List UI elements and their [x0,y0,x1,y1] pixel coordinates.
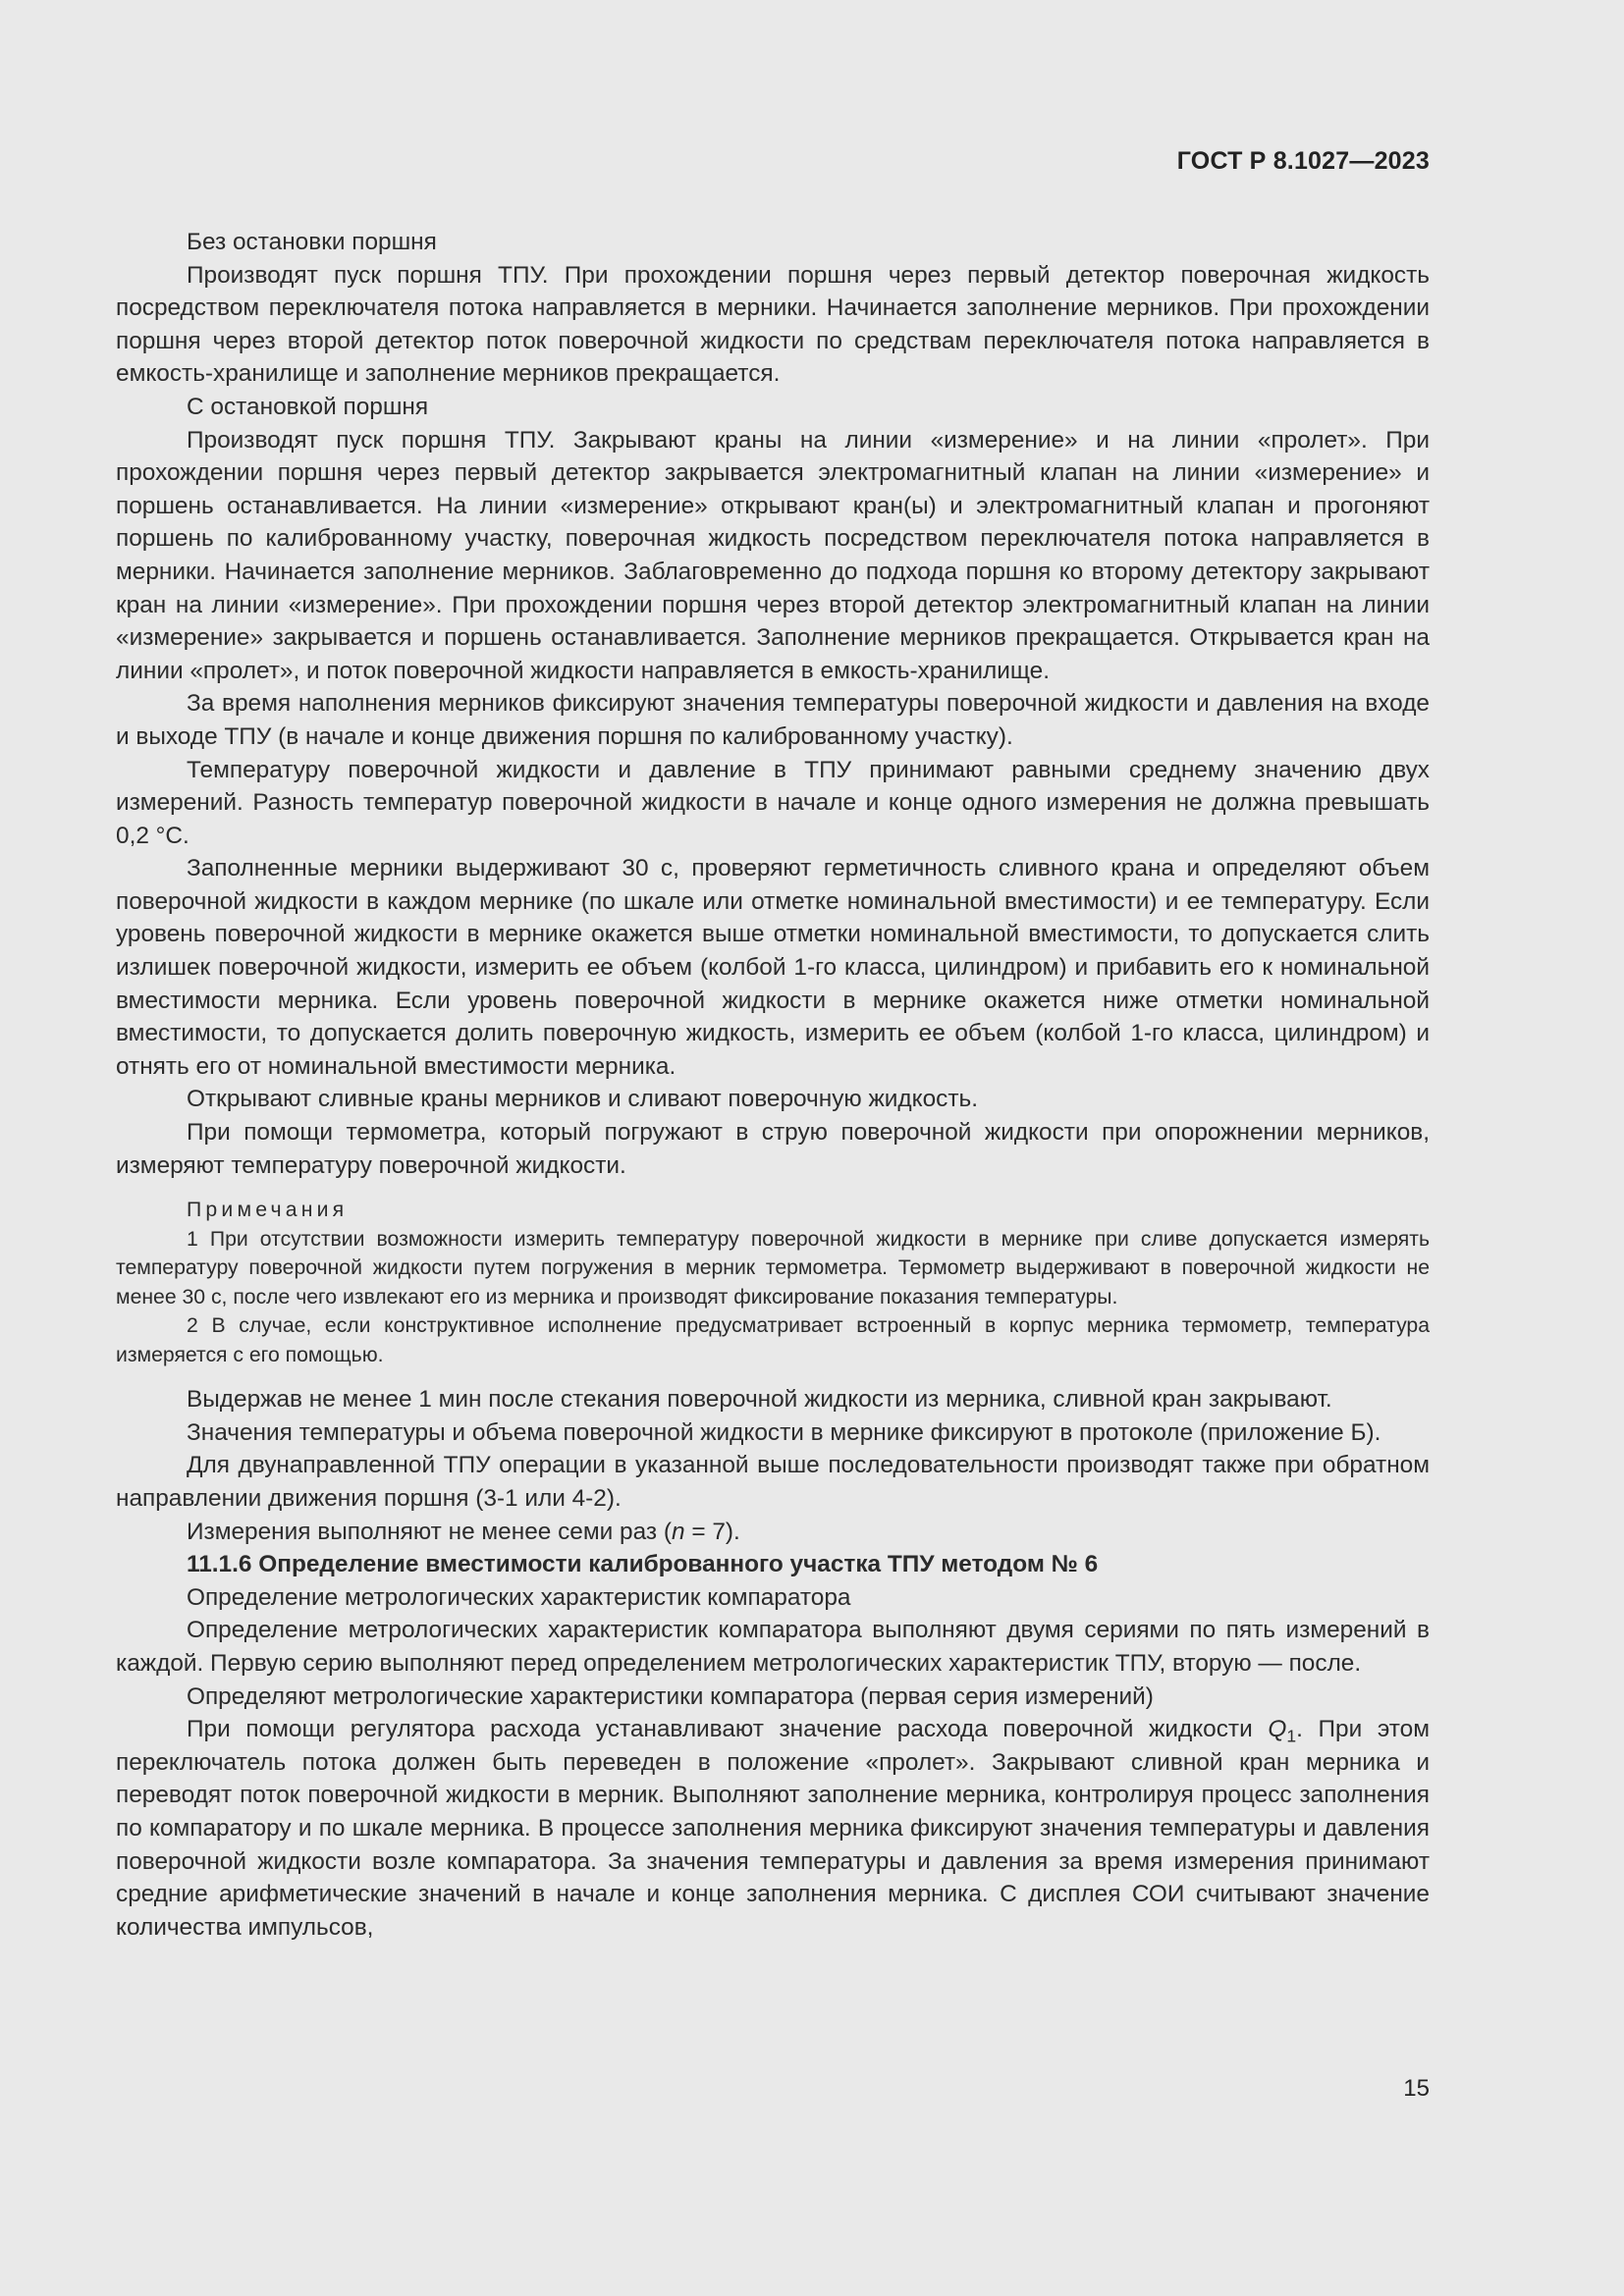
paragraph [116,1516,1430,1549]
document-body [116,226,1430,1944]
paragraph: Заполненные мерники выдерживают 30 с, проверяют герметичность сливного крана и определяют объем поверочной жидкости в каждом мернике (по шкале или отметке номинальной вместимости) и ее температуру. Если уровень поверочной жидкости в мернике окажется выше отметки номинальной вместимости, то допускается слить излишек поверочной жидкости, измерить ее объем (колбой 1-го класса, цилиндром) и прибавить его к номинальной вместимости мерника. Если уровень поверочной жидкости в мернике окажется ниже отметки номинальной вместимости, то допускается долить поверочную жидкость, измерить ее объем (колбой 1-го класса, цилиндром) и отнять его от номинальной вместимости мерника. [116,855,1430,1080]
section-heading: 11.1.6 Определение вместимости калиброванного участка ТПУ методом № 6 [187,1551,1099,1578]
paragraph: При помощи термометра, который погружают в струю поверочной жидкости при опорожнении мерников, измеряют температуру поверочной жидкости. [116,1119,1430,1179]
paragraph: Производят пуск поршня ТПУ. При прохождении поршня через первый детектор поверочная жидкость посредством переключателя потока направляется в мерники. Начинается заполнение мерников. При прохождении поршня через второй детектор поток поверочной жидкости по средствам переключателя потока направляется в емкость-хранилище и заполнение мерников прекращается. [116,261,1430,388]
paragraph: За время наполнения мерников фиксируют значения температуры поверочной жидкости и давления на входе и выходе ТПУ (в начале и конце движения поршня по калиброванному участку). [116,690,1430,750]
notes-title: Примечания [187,1199,349,1222]
notes-block [116,1196,1430,1369]
paragraph-subheading-no-stop: Без остановки поршня [187,229,437,255]
paragraph: Выдержав не менее 1 мин после стекания поверочной жидкости из мерника, сливной кран закрывают. [187,1386,1332,1414]
paragraph-subheading: Определяют метрологические характеристики компаратора (первая серия измерений) [187,1682,1154,1710]
note-item: 1 При отсутствии возможности измерить температуру поверочной жидкости в мернике при сливе допускается измерять температуру поверочной жидкости путем погружения в мерник термометра. Термометр выдерживают в поверочной жидкости не менее 30 с, после чего извлекают его из мерника и производят фиксирование показания температуры. [116,1227,1430,1308]
text-run: = 7). [684,1518,740,1545]
text-run: При помощи регулятора расхода устанавливают значение расхода поверочной жидкости [187,1716,1269,1743]
paragraph: Открывают сливные краны мерников и сливают поверочную жидкость. [187,1086,979,1113]
paragraph-subheading-with-stop: С остановкой поршня [187,393,429,420]
variable-q-subscript: 1 [1286,1726,1297,1746]
text-run: . При этом переключатель потока должен быть переведен в положение «пролет». Закрывают сливной кран мерника и переводят поток поверочной жидкости в мерник. Выполняют заполнение мерника, контролируя процесс заполнения по компаратору и по шкале мерника. В процессе заполнения мерника фиксируют значения температуры и давления поверочной жидкости возле компаратора. За значения температуры и давления за время измерения принимают средние арифметические значений в начале и конце заполнения мерника. С дисплея СОИ считывают значение количества импульсов, [116,1716,1430,1941]
page-number: 15 [1403,2075,1430,2102]
paragraph: Температуру поверочной жидкости и давление в ТПУ принимают равными среднему значению двух измерений. Разность температур поверочной жидкости в начале и конце одного измерения не должна превышать 0,2 °С. [116,756,1430,849]
document-number: ГОСТ Р 8.1027—2023 [1176,147,1430,175]
note-item: 2 В случае, если конструктивное исполнение предусматривает встроенный в корпус мерника термометр, температура измеряется с его помощью. [116,1314,1430,1366]
paragraph: Значения температуры и объема поверочной жидкости в мернике фиксируют в протоколе (приложение Б). [187,1418,1381,1446]
text-run: Измерения выполняют не менее семи раз ( [187,1518,672,1545]
paragraph-subheading: Определение метрологических характеристик компаратора [187,1583,851,1611]
variable-n: n [671,1518,685,1545]
paragraph: Для двунаправленной ТПУ операции в указанной выше последовательности производят также при обратном направлении движения поршня (3-1 или 4-2). [116,1452,1430,1512]
paragraph: Производят пуск поршня ТПУ. Закрывают краны на линии «измерение» и на линии «пролет». При прохождении поршня через первый детектор закрывается электромагнитный клапан на линии «измерение» и поршень останавливается. На линии «измерение» открывают кран(ы) и электромагнитный клапан и прогоняют поршень по калиброванному участку, поверочная жидкость посредством переключателя потока направляется в мерники. Начинается заполнение мерников. Заблаговременно до подхода поршня ко второму детектору закрывают кран на линии «измерение». При прохождении поршня через второй детектор электромагнитный клапан на линии «измерение» закрывается и поршень останавливается. Заполнение мерников прекращается. Открывается кран на линии «пролет», и поток поверочной жидкости направляется в емкость-хранилище. [116,426,1430,684]
paragraph [116,1713,1430,1944]
variable-q: Q [1268,1716,1287,1743]
paragraph: Определение метрологических характеристик компаратора выполняют двумя сериями по пять измерений в каждой. Первую серию выполняют перед определением метрологических характеристик ТПУ, вторую — после. [116,1617,1430,1677]
